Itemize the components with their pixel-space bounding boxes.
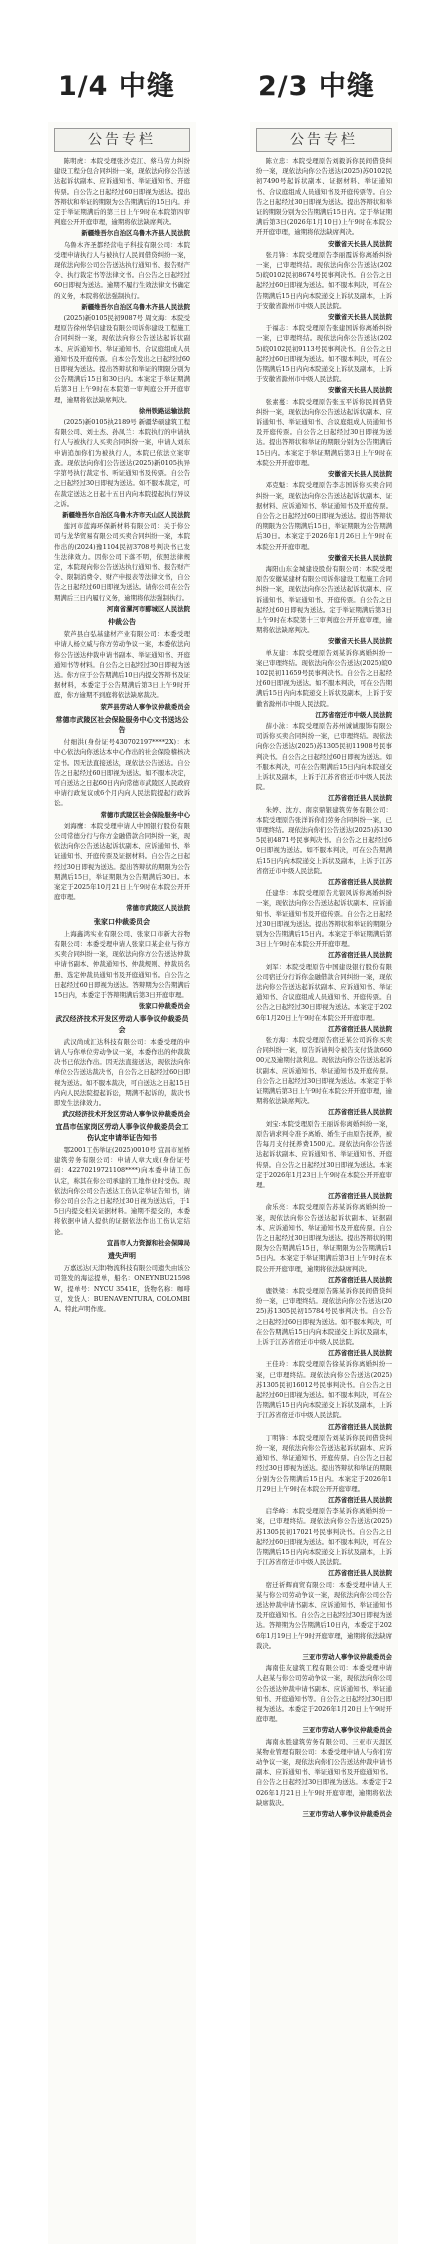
notice-paragraph: 武汉尚成汇达科技有限公司：本委受理的申请人与你单位劳动争议一案，本委作出的仲裁裁决书已依法作出。因无法直接送达，现依法向你单位公告送达裁决书，自公告之日起经过60日即视为送达。如不服本裁决，可自送达之日起15日内向人民法院提起诉讼，期满不起诉的，裁决书即发生法律效力。 bbox=[54, 1037, 190, 1108]
notice-issuer: 江苏省宿迁县人民法院 bbox=[328, 1024, 392, 1033]
notice-issuer: 江苏省宿迁县人民法院 bbox=[328, 951, 392, 960]
notice-paragraph: 乌鲁木齐圣都经营电子科技有限公司：本院受理申请执行人与被执行人民间借贷纠纷一案，现依法向你公司公告送达执行通知书、报告财产令、执行裁定书等法律文书。自公告之日起经过60日即视为送达。逾期不履行生效法律文书确定的义务，本院将依法强制执行。 bbox=[54, 240, 190, 300]
notice-issuer: 安徽省天长县人民法院 bbox=[328, 239, 392, 248]
notice-column-right bbox=[250, 122, 398, 2244]
notice-issuer: 江苏省宿迁县人民法院 bbox=[328, 1192, 392, 1201]
notice-issuer: 安徽省天长县人民法院 bbox=[328, 553, 392, 562]
notice-issuer: 江苏省宿迁县人民法院 bbox=[328, 1496, 392, 1504]
notice-issuer: 安徽省天长县人民法院 bbox=[328, 386, 392, 395]
notice-heading: 常德市武陵区社会保险服务中心文书送达公告 bbox=[55, 715, 189, 734]
notice-paragraph: 海南佳友建筑工程有限公司：本委受理申请人赵某与你公司劳动争议一案，现依法向你公司公告送达仲裁申请书副本、应诉通知书、举证通知书、开庭通知书等。自公告之日起经过30日即视为送达。本委定于2026年1月20日上午9时开庭审理。 bbox=[256, 1664, 392, 1724]
notice-issuer: 常德市武陵区社会保险服务中心 bbox=[100, 810, 190, 819]
fold-label-left: 1/4 中缝 bbox=[58, 71, 175, 102]
notice-issuer: 新疆维吾尔自治区乌鲁木齐县人民法院 bbox=[81, 229, 190, 238]
notice-paragraph: 付细洪(身份证号430702197****2X)：本中心依法向你送达本中心作出的社会保险稽核决定书。因无法直接送达，现依法公告送达。自公告之日起经过60日即视为送达。如不服本决定，可自送达之日起60日内向常德市武陵区人民政府申请行政复议或6个月内向人民法院提起行政诉讼。 bbox=[54, 738, 190, 808]
notice-paragraph: 荥芦县白弘基建材产业有限公司：本委受理申请人杨立威与你方劳动争议一案，本委依法向你公告送达仲裁申请书副本、举证通知书、开庭通知书等材料。自公告之日起经过30日即视为送达。你方应于公告期满后10日内提交答辩书及证据材料，本委定于公告期满后第3日上午9时开庭，你方逾期不到庭将依法缺席裁决。 bbox=[54, 630, 190, 700]
notice-issuer: 江苏省宿迁县人民法院 bbox=[328, 1108, 392, 1117]
notice-issuer: 新疆维吾尔自治区乌鲁木齐市天山区人民法院 bbox=[62, 510, 190, 519]
notice-column-banner: 公告专栏 bbox=[54, 128, 190, 152]
notice-issuer: 三亚市劳动人事争议仲裁委员会 bbox=[302, 1726, 392, 1735]
notice-paragraph: 鄂2001工伤举证(2025)0010号 宜昌市星桥建筑劳务有限公司：申请人章大成(身份证号码：42270219721108****)向本委申请工伤认定，称其在你公司承建的工地作业时受伤。现依法向你公司公告送达工伤认定举证告知书，请你公司自公告之日起经过30日视为送达后，于15日内提交相关证据材料。逾期不提交的，本委将依据申请人提供的证据依法作出工伤认定结论。 bbox=[54, 1145, 190, 1236]
notice-issuer: 三亚市劳动人事争议仲裁委员会 bbox=[302, 1653, 392, 1662]
notice-heading: 武汉经济技术开发区劳动人事争议仲裁委员会 bbox=[55, 1015, 189, 1034]
notice-paragraph: 鹿铁梁：本院受理原告陈某诉你民间借贷纠纷一案，已审理终结。现依法向你公告送达(2025)苏1305民初15784号民事判决书。自公告之日起经过60日即视为送达。如不服本判决，可在公告期满后15日内向本院递交上诉状及副本，上诉于江苏省宿迁市中级人民法院。 bbox=[256, 1286, 392, 1346]
notice-issuer: 安徽省天长县人民法院 bbox=[328, 637, 392, 646]
notice-issuer: 荥芦县劳动人事争议仲裁委员会 bbox=[100, 702, 190, 711]
notice-paragraph: (2025)新0105执2189号 新疆华硕建筑工程有限公司、刘士杰、孙凤兰：本院执行的申请执行人与被执行人买卖合同纠纷一案，申请人刘东申请追加你们为被执行人，本院已依法立案审查。现依法向你们公告送达(2025)新0105执异字第号执行裁定书、听证通知书及传票。自公告之日起经过30日即视为送达。如不服本裁定，可在裁定送达之日起十五日内向本院提起执行异议之诉。 bbox=[54, 418, 190, 508]
notice-issuer: 江苏省宿迁县人民法院 bbox=[328, 1275, 392, 1284]
notice-issuer: 徐州铁路运输法院 bbox=[138, 406, 190, 415]
notice-column-body bbox=[256, 156, 392, 1819]
notice-paragraph: 张方海：本院受理原告宿迁某公司诉你买卖合同纠纷一案，原告诉请判令被告支付货款66000元及逾期付款利息。现依法向你公告送达起诉状副本、应诉通知书、举证通知书及开庭传票。自公告之日起经过30日即视为送达。本案定于举证期满后第3日上午9时在本院公开开庭审理，逾期将依法缺席判决。 bbox=[256, 1036, 392, 1106]
notice-paragraph: 邓克魁：本院受理原告李志国诉你买卖合同纠纷一案，现依法向你公告送达起诉状副本、证据材料、应诉通知书、举证通知书及开庭传票。自公告之日起经过60日即视为送达。提出答辩状的期限为公告期满后15日，举证期限为公告期满后30日。本案定于2026年1月26日上午9时在本院公开开庭审理。 bbox=[256, 481, 392, 551]
notice-issuer: 武汉经济技术开发区劳动人事争议仲裁委员会 bbox=[62, 1110, 190, 1119]
notice-issuer: 江苏省宿迁县人民法院 bbox=[328, 1349, 392, 1358]
notice-paragraph: 朱婷、沈方、南京鼎银建筑劳务有限公司：本院受理原告张洋诉你们劳务合同纠纷一案，已审理终结。现依法向你们公告送达(2025)苏1305民初4871号民事判决书。自公告之日起经过60日即视为送达。如不服本判决，可在公告期满后15日内向本院递交上诉状及副本，上诉于江苏省宿迁市中级人民法院。 bbox=[256, 805, 392, 875]
notice-paragraph: 刘宝:本院受理原告王丽诉你离婚纠纷一案，原告请求判令准予离婚、婚生子由原告抚养，被告每月支付抚养费1500元。现依法向你公告送达起诉状副本、应诉通知书、举证通知书、开庭传票。自公告之日起经过30日即视为送达。本案定于2026年1月23日上午9时在本院公开开庭审理。 bbox=[256, 1119, 392, 1189]
notice-paragraph: 单友建：本院受理原告刘某诉你离婚纠纷一案已审理终结。现依法向你公告送达(2025)皖0102民初11659号民事判决书。自公告之日起经过60日即视为送达。如不服本判决，可在公告期满后15日内向本院递交上诉状及副本，上诉于安徽省滁州市中级人民法院。 bbox=[256, 648, 392, 708]
notice-paragraph: 张月锋：本院受理原告李丽霞诉你离婚纠纷一案，已审理终结。现依法向你公告送达(2025)皖0102民初8674号民事判决书。自公告之日起经过60日即视为送达。如不服本判决，可在公告期满后15日内向本院递交上诉状及副本，上诉于安徽省滁州市中级人民法院。 bbox=[256, 250, 392, 310]
fold-label-right: 2/3 中缝 bbox=[258, 71, 375, 102]
notice-paragraph: 万嘉远达(天津)物流科技有限公司遗失由该公司签发的海运提单，船名：ONEYNBU21598W，提单号：NYCU 3541E，货物名称：咖啡豆，发货人：BUENAVENTURA, COLOMBIA。特此声明作废。 bbox=[54, 1264, 191, 1313]
notice-column-banner: 公告专栏 bbox=[256, 128, 392, 152]
notice-paragraph: 俞乐亮：本院受理原告苏某诉你离婚纠纷一案，现依法向你公告送达起诉状副本、证据副本、应诉通知书、举证通知书及开庭传票。自公告之日起经过30日即视为送达。提出答辩状的期限为公告期满后15日，举证期限为公告期满后15日内。本案定于举证期满后第3日上午9时在本院公开开庭审理，逾期将依法缺席判决。 bbox=[256, 1203, 392, 1273]
notice-issuer: 新疆维吾尔自治区乌鲁木齐县人民法院 bbox=[81, 302, 190, 311]
notice-paragraph: 张素蔓：本院受理原告张玉平诉你民间借贷纠纷一案，现依法向你公告送达起诉状副本、应诉通知书、举证通知书、合议庭组成人员通知书及开庭传票。自公告之日起经过30日即视为送达。提出答辩状和举证的期限分别为公告期满后15日内。本案定于举证期满后第3日上午9时在本院公开开庭审理。 bbox=[256, 397, 392, 467]
notice-paragraph: 于福志：本院受理原告张建国诉你离婚纠纷一案，已审理终结。现依法向你公告送达(2025)皖0102民初9113号民事判决书。自公告之日起经过60日即视为送达。如不服本判决，可在公告期满后15日内向本院递交上诉状及副本，上诉于安徽省滁州市中级人民法院。 bbox=[256, 324, 392, 384]
notice-column-left bbox=[48, 122, 196, 2244]
notice-heading: 仲裁公告 bbox=[108, 617, 136, 626]
notice-paragraph: 薛小泳：本院受理原告苏州诚诚服饰有限公司诉你买卖合同纠纷一案，已审理终结。现依法向你公告送达(2025)苏1305民初11908号民事判决书。自公告之日起经过60日即视为送达。如不服本判决，可在公告期满后15日内向本院递交上诉状及副本，上诉于江苏省宿迁市中级人民法院。 bbox=[256, 721, 392, 792]
notice-paragraph: 宿迁祈辉商贸有限公司：本委受理申请人王某与你公司劳动争议一案，现依法向你公司公告送达仲裁申请书副本、应诉通知书、举证通知书及开庭通知书。自公告之日起经过30日即视为送达。答辩期为公告期满后10日内，本委定于2026年1月19日上午9时开庭审理，逾期将依法缺席裁决。 bbox=[256, 1580, 392, 1650]
notice-issuer: 常德市武陵区人民法院 bbox=[126, 904, 190, 913]
notice-heading: 张家口仲裁委员会 bbox=[94, 917, 150, 926]
notice-issuer: 江苏省宿迁市中级人民法院 bbox=[315, 710, 392, 719]
notice-heading: 宜昌市伍家岗区劳动人事争议仲裁委员会工伤认定申请举证告知书 bbox=[55, 1123, 189, 1142]
notice-paragraph: 莲河市蓝海环保新材料有限公司：关于你公司与龙华贸易有限公司买卖合同纠纷一案，本院作出的(2024)豫1104民初3708号判决书已发生法律效力。因你公司下落不明，依照法律规定，本院现向你公告送达执行通知书、报告财产令、限制消费令、财产申报表等法律文书，自公告之日起经过60日即视为送达。请你公司在公告期满后三日内履行义务，逾期将依法强制执行。 bbox=[54, 522, 190, 602]
notice-paragraph: 启华峰：本院受理原告李某诉你离婚纠纷一案，已审理终结。现依法向你公告送达(2025)苏1305民初17021号民事判决书。自公告之日起经过60日即视为送达。如不服本判决，可在公告期满后15日内向本院递交上诉状及副本，上诉于江苏省宿迁市中级人民法院。 bbox=[256, 1507, 392, 1567]
notice-issuer: 江苏省宿迁县人民法院 bbox=[328, 1569, 392, 1578]
notice-issuer: 江苏省宿迁县人民法院 bbox=[328, 878, 392, 887]
notice-issuer: 宜昌市人力资源和社会保障局 bbox=[106, 1238, 190, 1247]
notice-issuer: 江苏省宿迁县人民法院 bbox=[328, 794, 392, 803]
notice-issuer: 安徽省天长县人民法院 bbox=[328, 470, 392, 479]
notice-paragraph: 上海鑫鸿实业有限公司、张家口市新大谷物有限公司：本委受理申请人张家口某企业与你方买卖合同纠纷一案，现依法向你方公告送达仲裁申请书副本、仲裁通知书、仲裁规则、仲裁员名册、选定仲裁员通知书及开庭通知书。自公告之日起经过60日即视为送达。答辩期为公告期满后15日内，本委定于答辩期满后第3日开庭审理。 bbox=[54, 929, 190, 1000]
notice-issuer: 河南省漯河市郾城区人民法院 bbox=[106, 604, 190, 613]
notice-paragraph: 海南永胜建筑劳务有限公司、三亚市天涯区某物业管理有限公司：本委受理申请人与你们劳动争议一案，现依法向你们公告送达仲裁申请书副本、应诉通知书、举证通知书及开庭通知书。自公告之日起经过30日即视为送达。本委定于2026年1月21日上午9时开庭审理，逾期将依法缺席裁决。 bbox=[256, 1737, 392, 1807]
notice-issuer: 张家口仲裁委员会 bbox=[138, 1002, 190, 1011]
notice-issuer: 三亚市劳动人事争议仲裁委员会 bbox=[302, 1810, 392, 1819]
notice-paragraph: 刘海鹰：本院受理申请人中国银行股份有限公司常德分行与你方金融借款合同纠纷一案，现依法向你公告送达起诉状副本、应诉通知书、举证通知书、开庭传票及证据材料。自公告之日起经过30日即视为送达。提出答辩状的期限为公告期满后15日，举证期限为公告期满后30日。本案定于2025年10月21日上午9时在本院公开开庭审理。 bbox=[54, 821, 190, 902]
notice-paragraph: 刘军：本院受理原告中国建设银行股份有限公司宿迁分行诉你金融借款合同纠纷一案，现依法向你公告送达起诉状副本、应诉通知书、举证通知书、合议庭组成人员通知书、开庭传票。自公告之日起经过30日即视为送达。本案定于2026年1月20日上午9时在本院公开开庭审理。 bbox=[256, 962, 392, 1022]
notice-paragraph: 丁明锋：本院受理原告刘某诉你民间借贷纠纷一案，现依法向你公告送达起诉状副本、应诉通知书、举证通知书、开庭传票。自公告之日起经过30日即视为送达。提出答辩状和举证的期限分别为公告期满后15日内。本案定于2026年1月29日上午9时在本院公开开庭审理。 bbox=[256, 1433, 392, 1493]
notice-paragraph: 任建华：本院受理原告尤银风诉你离婚纠纷一案，现依法向你公告送达起诉状副本、应诉通知书、举证通知书及开庭传票。自公告之日起经过30日即视为送达。提出答辩状和举证的期限分别为公告期满后15日内。本案定于举证期满后第3日上午9时在本院公开开庭审理。 bbox=[256, 889, 392, 949]
notice-paragraph: (2025)新0105民初9087号 周文海：本院受理原告徐州华信建设有限公司诉你建设工程施工合同纠纷一案，现依法向你公告送达起诉状副本、应诉通知书、举证通知书、合议庭组成人员通知书及开庭传票。自本公告发出之日起经过60日即视为送达。提出答辩状和举证的期限分别为公告期满后15日和30日内。本案定于举证期满后第3日上午9时在本院第一审判庭公开开庭审理，逾期将依法缺席判决。 bbox=[54, 314, 190, 404]
notice-paragraph: 陈立忠：本院受理原告刘毅诉你民间借贷纠纷一案，现依法向你公告送达(2025)苏0102民初7490号起诉状副本、证据材料、举证通知书、合议庭组成人员通知书及开庭传票等。自公告之日起经过30日即视为送达。提出答辩状和举证的期限分别为公告期满后15日内。定于举证期满后第3日(2026年1月10日)上午9时在本院公开开庭审理，逾期将依法缺席判决。 bbox=[256, 157, 392, 237]
notice-issuer: 江苏省宿迁县人民法院 bbox=[328, 1422, 392, 1431]
notice-heading: 遗失声明 bbox=[108, 1251, 136, 1260]
notice-issuer: 安徽省天长县人民法院 bbox=[328, 313, 392, 322]
notice-paragraph: 陈明虎：本院受理张沙克江、蔡马劳力纠纷建设工程分包合同纠纷一案，现依法向你公告送达起诉状副本、应诉通知书、举证通知书、开庭传票。自公告之日起经过60日即视为送达。提出答辩状和举证的期限为公告期满后的15日内。并定于举证期满后的第三日上午9时在本院第四审判庭公开开庭审理，逾期将依法缺席判决。 bbox=[54, 157, 190, 227]
notice-paragraph: 海阳山东金城建设股份有限公司：本院受理原告安徽某建材有限公司诉你建设工程施工合同纠纷一案，现依法向你公告送达起诉状副本、应诉通知书、举证通知书、开庭传票。自公告之日起经过60日即视为送达。定于举证期满后第3日上午9时在本院第十三审判庭公开开庭审理，逾期将依法缺席判决。 bbox=[256, 564, 392, 635]
notice-paragraph: 王佳玲：本院受理原告徐某诉你离婚纠纷一案，已审理终结。现依法向你公告送达(2025)苏1305民初16012号民事判决书。自公告之日起经过60日即视为送达。如不服本判决，可在公告期满后15日内向本院递交上诉状及副本，上诉于江苏省宿迁市中级人民法院。 bbox=[256, 1360, 392, 1420]
notice-column-body bbox=[54, 156, 190, 1314]
